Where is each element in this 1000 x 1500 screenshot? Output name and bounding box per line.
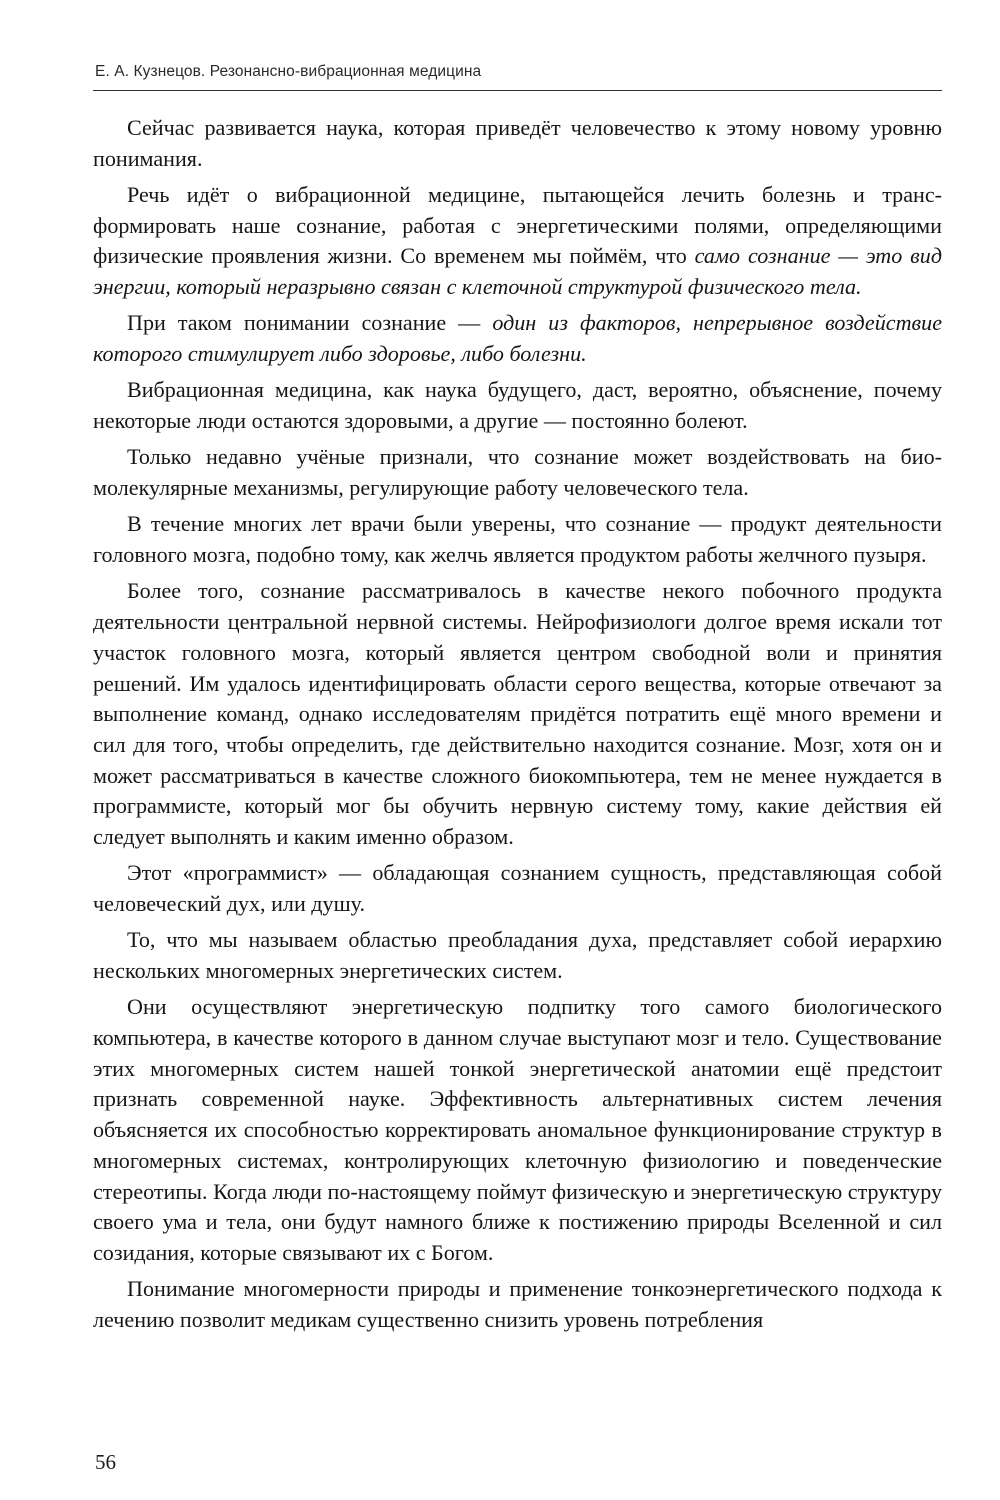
paragraph-2 (93, 180, 942, 303)
paragraph-4: Вибрационная медицина, как наука будущего, даст, вероятно, объяснение, почему некоторые люди остаются здоровыми, а другие — постоянно болеют. (93, 377, 942, 434)
paragraph-6: В течение многих лет врачи были уверены, что сознание — продукт деятельности головного мозга, подобно тому, как желчь является продуктом работы желчного пузыря. (93, 511, 942, 568)
paragraph-3-text: При таком понимании сознание — (127, 310, 493, 336)
paragraph-3 (93, 308, 942, 369)
running-header: Е. А. Кузнецов. Резонансно-вибрационная медицина (95, 63, 482, 80)
page-body (93, 113, 942, 1336)
page-number: 56 (95, 1450, 116, 1474)
paragraph-2-text: Речь идёт о вибрационной медицине, пытающейся лечить болезнь и трансформировать наше сознание, работая с энергетическими полями, определяющими физические проявления жизни. Со временем мы поймём, что (93, 182, 942, 269)
paragraph-1: Сейчас развивается наука, которая приведёт человечество к этому новому уровню понимания. (93, 115, 942, 171)
paragraph-3-italic: один из факторов, непрерывное воздействие которого стимулирует либо здоровье, либо болезни. (93, 310, 942, 367)
header-rule (93, 90, 942, 91)
paragraph-7: Более того, сознание рассматривалось в качестве некого побочного продукта деятельности центральной нервной системы. Нейрофизиологи долгое время искали тот участок головного мозга, который является центром свободной воли и принятия решений. Им удалось идентифицировать области серого вещества, которые отвечают за выполнение команд, однако исследователям придётся потратить ещё много времени и сил для того, чтобы определить, где действительно находится сознание. Мозг, хотя он и может рассматриваться в качестве сложного биокомпьютера, тем не менее нуждается в программисте, который мог бы обучить нервную систему тому, какие действия ей следует выполнять и каким именно образом. (93, 578, 942, 850)
paragraph-2-italic: само сознание — это вид энергии, который неразрывно связан с клеточной структурой физического тела. (93, 243, 942, 300)
paragraph-9: То, что мы называем областью преобладания духа, представляет собой иерархию нескольких многомерных энергетических систем. (93, 927, 942, 984)
paragraph-11: Понимание многомерности природы и применение тонкоэнергетического подхода к лечению позволит медикам существенно снизить уровень потребления (93, 1276, 942, 1332)
paragraph-8: Этот «программист» — обладающая сознанием сущность, представляющая собой человеческий дух, или душу. (93, 860, 942, 917)
paragraph-10: Они осуществляют энергетическую подпитку того самого биологического компьютера, в качестве которого в данном случае выступают мозг и тело. Существование этих многомерных систем нашей тонкой энергетической анатомии ещё предстоит признать современной науке. Эффективность альтернативных систем лечения объясняется их способностью корректировать аномальное функционирование структур в многомерных системах, контролирующих клеточную физиологию и поведенческие стереотипы. Когда люди по-настоящему поймут физическую и энергетическую структуру своего ума и тела, они будут намного ближе к постижению природы Вселенной и сил созидания, которые связывают их с Богом. (93, 994, 942, 1265)
paragraph-5: Только недавно учёные признали, что сознание может воздействовать на биомолекулярные механизмы, регулирующие работу человеческого тела. (93, 444, 942, 501)
